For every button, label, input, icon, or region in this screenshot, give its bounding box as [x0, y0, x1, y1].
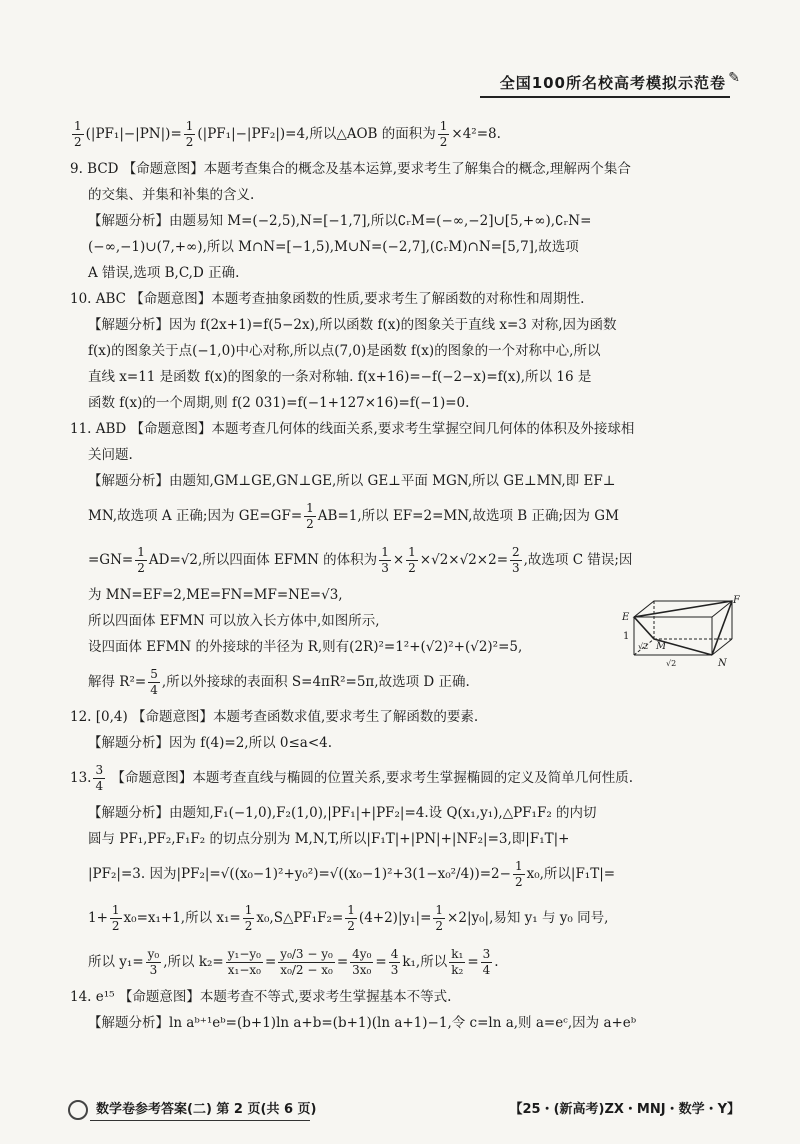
text: ,所以 k₂=: [163, 954, 224, 970]
footer-code: 【25・(新高考)ZX・MNJ・数学・Y】: [509, 1102, 740, 1117]
label-sqrt2: √2: [638, 642, 649, 651]
frac: $\frac{1}{2}$: [185, 119, 194, 149]
frac: $\frac{1}{3}$: [381, 545, 389, 575]
q10-line: 函数 f(x)的一个周期,则 f(2 031)=f(−1+127×16)=f(−1)=0.: [88, 395, 470, 411]
text: =GN=: [88, 552, 134, 568]
quill-icon: ✎: [728, 70, 740, 86]
frac: $\frac{\text{4y₀}}{\text{3x₀}}$: [352, 947, 372, 977]
frac: $\frac{1}{2}$: [74, 119, 82, 149]
q11-line: 所以四面体 EFMN 可以放入长方体中,如图所示,: [88, 613, 380, 629]
text: (|PF₁|−|PF₂|)=4,所以△AOB 的面积为: [197, 126, 436, 142]
q13-line: [70, 852, 742, 896]
frac: $\frac{\text{y₁−y₀}}{\text{x₁−x₀}}$: [227, 947, 261, 977]
q9-line: 【解题分析】由题易知 M=(−2,5),N=[−1,7],所以∁ᵣM=(−∞,−2]∪[5,+∞),∁ᵣN=: [88, 213, 592, 229]
q11-line: 关问题.: [88, 447, 133, 463]
frac: $\frac{1}{2}$: [137, 545, 145, 575]
q10-line: f(x)的图象关于点(−1,0)中心对称,所以点(7,0)是函数 f(x)的图象的一个对称中心,所以: [88, 343, 601, 359]
label-sqrt2: √2: [666, 659, 677, 668]
frac: $\frac{\text{k₁}}{\text{k₂}}$: [451, 947, 464, 977]
q11-line: 11. ABD 【命题意图】本题考查几何体的线面关系,要求考生掌握空间几何体的体积及外接球相: [70, 421, 635, 437]
text: 1+: [88, 910, 108, 926]
frac: $\frac{4}{3}$: [390, 947, 399, 977]
frac: $\frac{3}{4}$: [95, 763, 104, 793]
q9-line: (−∞,−1)∪(7,+∞),所以 M∩N=[−1,5),M∪N=(−2,7],(∁ᵣM)∩N=[5,7],故选项: [88, 239, 579, 255]
q13-line: 【解题分析】由题知,F₁(−1,0),F₂(1,0),|PF₁|+|PF₂|=4.设 Q(x₁,y₁),△PF₁F₂ 的内切: [88, 805, 597, 821]
header-title: 全国100所名校高考模拟示范卷: [499, 74, 726, 92]
frac: $\frac{1}{2}$: [435, 903, 444, 933]
q13-line: [70, 896, 742, 940]
frac: $\frac{1}{2}$: [408, 545, 416, 575]
text: MN,故选项 A 正确;因为 GE=GF=: [88, 508, 303, 524]
q14-line: 【解题分析】ln aᵇ⁺¹eᵇ=(b+1)ln a+b=(b+1)(ln a+1)−1,令 c=ln a,则 a=eᶜ,因为 a+eᵇ: [88, 1015, 637, 1031]
q12-line: 12. [0,4) 【命题意图】本题考查函数求值,要求考生了解函数的要素.: [70, 709, 479, 725]
q12-line: 【解题分析】因为 f(4)=2,所以 0≤a<4.: [88, 735, 333, 751]
q13-line: [70, 756, 742, 800]
edge-em: [634, 617, 654, 639]
frac: $\frac{2}{3}$: [512, 545, 520, 575]
q13-line: 所以 y₁= $\frac{\text{y₀}}{3}$ ,所以 k₂= $\frac{\text{y₁−y₀}}{\text{x₁−x₀}}$ = $\frac{\text{y₀/3 − y₀}}{\text{x₀/2 − x₀}}$ = $\frac{\text{4y₀}}{\text{3x₀}}$ = $\frac{4}{3}$ k₁,所以 $\frac{\text{k₁}}{\text{k₂}}$ = $\frac{3}{4}$ .: [88, 947, 499, 977]
text: 【命题意图】本题考查直线与椭圆的位置关系,要求考生掌握椭圆的定义及简单几何性质.: [107, 770, 633, 786]
text: x₀,S△PF₁F₂=: [256, 910, 344, 926]
text: ×2|y₀|,易知 y₁ 与 y₀ 同号,: [447, 910, 609, 926]
q9-line: A 错误,选项 B,C,D 正确.: [88, 265, 240, 281]
text: (4+2)|y₁|=: [358, 910, 432, 926]
frac: $\frac{1}{2}$: [439, 119, 448, 149]
q10-line: 10. ABC 【命题意图】本题考查抽象函数的性质,要求考生了解函数的对称性和周期性.: [70, 291, 585, 307]
q11-line: =GN= $\frac{1}{2}$ AD=√2,所以四面体 EFMN 的体积为 $\frac{1}{3}$ × $\frac{1}{2}$ ×√2×√2×2= $\frac{2}{3}$ ,故选项 C 错误;因: [88, 545, 633, 575]
text: AD=√2,所以四面体 EFMN 的体积为: [148, 552, 378, 568]
text: k₁,所以: [402, 954, 448, 970]
q10-line: 【解题分析】因为 f(2x+1)=f(5−2x),所以函数 f(x)的图象关于直线 x=3 对称,因为函数: [88, 317, 617, 333]
q14-line: 14. e¹⁵ 【命题意图】本题考查不等式,要求考生掌握基本不等式.: [70, 989, 452, 1005]
frac: $\frac{1}{2}$: [244, 903, 253, 933]
q10-line: 直线 x=11 是函数 f(x)的图象的一条对称轴. f(x+16)=−f(−2−x)=f(x),所以 16 是: [88, 369, 592, 385]
text: =: [467, 954, 479, 970]
text: 所以 y₁=: [88, 954, 144, 970]
label-f: F: [733, 595, 740, 606]
logo-icon: [68, 1100, 88, 1120]
text: ,所以外接球的表面积 S=4πR²=5π,故选项 D 正确.: [161, 674, 470, 690]
q11-line: 【解题分析】由题知,GM⊥GE,GN⊥GE,所以 GE⊥平面 MGN,所以 GE⊥MN,即 EF⊥: [88, 473, 616, 489]
text: x₀=x₁+1,所以 x₁=: [123, 910, 241, 926]
text: =: [336, 954, 349, 970]
label-e: E: [622, 612, 630, 623]
label-m: M: [656, 641, 667, 652]
q11-line: [70, 494, 742, 538]
text: ,故选项 C 错误;因: [523, 552, 633, 568]
frac: $\frac{1}{2}$: [111, 903, 120, 933]
text: =: [264, 954, 277, 970]
text: ×4²=8.: [451, 126, 501, 142]
frac: $\frac{1}{2}$: [347, 903, 355, 933]
label-n: N: [718, 658, 727, 669]
text: ×√2×√2×2=: [419, 552, 508, 568]
header-rule: [480, 96, 730, 98]
frac: $\frac{\text{y₀/3 − y₀}}{\text{x₀/2 − x₀}}$: [280, 947, 333, 977]
q11-line: 设四面体 EFMN 的外接球的半径为 R,则有(2R)²=1²+(√2)²+(√2)²=5,: [88, 639, 523, 655]
q9-line: 的交集、并集和补集的含义.: [88, 187, 255, 203]
label-one: 1: [623, 631, 630, 642]
answer-body: [70, 112, 742, 1036]
cuboid-figure: [620, 595, 740, 670]
frac: $\frac{1}{2}$: [306, 501, 314, 531]
footer-left: [68, 1098, 317, 1120]
text: (|PF₁|−|PN|)=: [85, 126, 182, 142]
footer-rule: [90, 1120, 310, 1121]
text: |PF₂|=3. 因为|PF₂|=√((x₀−1)²+y₀²)=√((x₀−1)²+3(1−x₀²/4))=2−: [88, 866, 511, 882]
q9-line: 9. BCD 【命题意图】本题考查集合的概念及基本运算,要求考生了解集合的概念,理解两个集合: [70, 161, 631, 177]
text: AB=1,所以 EF=2=MN,故选项 B 正确;因为 GM: [317, 508, 619, 524]
text: 13.: [70, 770, 92, 786]
frac: $\frac{1}{2}$: [514, 859, 523, 889]
footer-page-info: 数学卷参考答案(二) 第 2 页(共 6 页): [96, 1102, 317, 1117]
frac: $\frac{3}{4}$: [482, 947, 491, 977]
q11-line: 为 MN=EF=2,ME=FN=MF=NE=√3,: [88, 587, 343, 603]
frac: $\frac{5}{4}$: [150, 667, 158, 697]
text: =: [375, 954, 387, 970]
q13-line: 圆与 PF₁,PF₂,F₁F₂ 的切点分别为 M,N,T,所以|F₁T|+|PN|+|NF₂|=3,即|F₁T|+: [88, 831, 570, 847]
text: 解得 R²=: [88, 674, 147, 690]
edge-ef: [634, 601, 732, 617]
line-1: [70, 112, 742, 156]
frac: $\frac{\text{y₀}}{3}$: [147, 947, 160, 977]
text: x₀,所以|F₁T|=: [526, 866, 616, 882]
